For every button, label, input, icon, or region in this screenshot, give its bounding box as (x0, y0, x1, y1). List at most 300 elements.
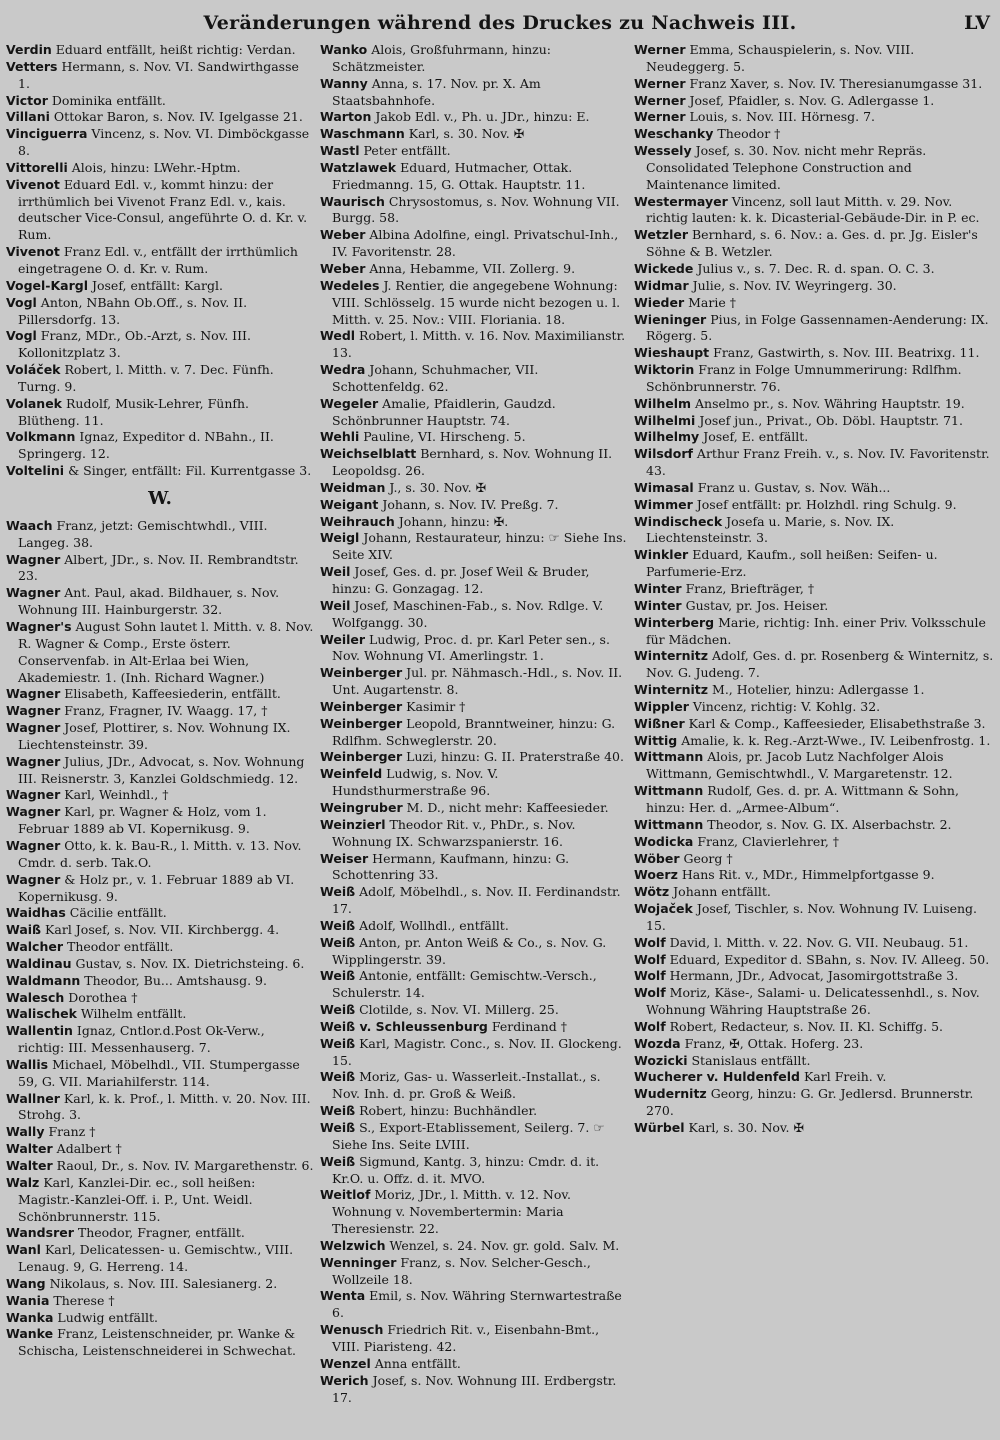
entry-name: Weil (320, 597, 351, 613)
entry-text: Anna, s. 17. Nov. pr. X. Am Staatsbahnhofe. (332, 75, 541, 108)
entry-text: Eduard Edl. v., kommt hinzu: der irrthümlich bei Vivenot Franz Edl. v., kais. deutscher Vice-Consul, angeführte O. d. Kr. v. Rum. (18, 176, 308, 243)
entry-name: Villani (6, 109, 50, 125)
directory-entry (634, 295, 998, 312)
directory-entry (6, 1057, 314, 1091)
entry-name: Walesch (6, 989, 65, 1005)
entry-name: Wittmann (634, 816, 704, 832)
directory-entry (320, 817, 628, 851)
entry-text: Kasimir † (406, 698, 466, 714)
entry-text: Moriz, Käse-, Salami- u. Delicatessenhdl., s. Nov. Wohnung Währing Hauptstraße 26. (646, 985, 980, 1018)
entry-text: Franz, s. Nov. Selcher-Gesch., Wollzeile 18. (332, 1254, 591, 1287)
directory-entry (634, 194, 998, 228)
directory-entry (634, 699, 998, 716)
entry-text: Karl, s. 30. Nov. ✠ (408, 126, 525, 142)
entry-name: Würbel (634, 1120, 685, 1135)
directory-entry (320, 918, 628, 935)
entry-text: Josef, Maschinen-Fab., s. Nov. Rdlge. V. Wolfgangg. 30. (332, 597, 604, 630)
directory-entry (6, 109, 314, 126)
entry-text: Rudolf, Ges. d. pr. A. Wittmann & Sohn, hinzu: Her. d. „Armee-Album“. (646, 783, 959, 815)
directory-entry (6, 328, 314, 362)
directory-entry (634, 834, 998, 851)
directory-entry (320, 884, 628, 918)
entry-text: Theodor Rit. v., PhDr., s. Nov. Wohnung IX. Schwarzspanierstr. 16. (332, 816, 576, 849)
directory-entry (6, 177, 314, 244)
entry-text: Franz, Fragner, IV. Waagg. 17, † (64, 703, 268, 719)
entry-text: Josef, Ges. d. pr. Josef Weil & Bruder, hinzu: G. Gonzagag. 12. (332, 564, 590, 596)
entry-name: Waiß (6, 922, 42, 938)
directory-entry (634, 968, 998, 985)
directory-entry (320, 109, 628, 126)
entry-name: Winkler (634, 547, 689, 563)
entry-name: Wagner (6, 804, 61, 820)
entry-name: Werner (634, 109, 686, 125)
directory-entry (634, 312, 998, 346)
directory-entry (634, 581, 998, 598)
entry-text: Elisabeth, Kaffeesiederin, entfällt. (64, 686, 281, 702)
entry-text: Emma, Schauspielerin, s. Nov. VIII. Neudeggerg. 5. (646, 42, 915, 74)
entry-name: Wimasal (634, 479, 694, 495)
entry-text: Clotilde, s. Nov. VI. Millerg. 25. (359, 1002, 559, 1018)
entry-name: Wittmann (634, 749, 704, 765)
directory-entry (6, 703, 314, 720)
entry-text: Adolf, Ges. d. pr. Rosenberg & Winternitz, s. Nov. G. Judeng. 7. (646, 648, 994, 681)
entry-name: Wickede (634, 260, 694, 276)
directory-entry (320, 362, 628, 396)
directory-entry (6, 872, 314, 906)
entry-name: Wagner (6, 551, 61, 567)
entry-name: Waidhas (6, 905, 66, 921)
entry-name: Weiß (320, 968, 356, 984)
entry-name: Weiß (320, 1035, 356, 1051)
directory-entry (634, 143, 998, 194)
entry-name: Weinzierl (320, 816, 386, 832)
directory-entry (6, 1242, 314, 1276)
entry-name: Wallner (6, 1090, 60, 1106)
entry-text: Josef, E. entfällt. (703, 429, 809, 445)
directory-entry (320, 160, 628, 194)
directory-entry (634, 733, 998, 750)
entry-name: Waldmann (6, 972, 81, 988)
directory-entry (634, 1019, 998, 1036)
entry-text: Adolf, Wollhdl., entfällt. (359, 917, 509, 933)
entry-name: Weinberger (320, 698, 403, 714)
entry-name: Wanka (6, 1309, 54, 1325)
directory-entry (6, 686, 314, 703)
entry-name: Wittig (634, 732, 678, 748)
directory-entry (6, 939, 314, 956)
entry-name: Warton (320, 109, 372, 125)
entry-text: J. Rentier, die angegebene Wohnung: VIII. Schlösselg. 15 wurde nicht bezogen u. l. Mitth. v. 25. Nov.: VIII. Floriania. 18. (332, 277, 621, 327)
directory-entry (320, 396, 628, 430)
directory-entry (634, 480, 998, 497)
entry-text: Anton, pr. Anton Weiß & Co., s. Nov. G. Wipplingerstr. 39. (332, 934, 607, 967)
entry-name: Wagner (6, 585, 61, 601)
directory-entry (6, 1326, 314, 1360)
entry-name: Weiß (320, 1002, 356, 1018)
entry-name: Weiler (320, 631, 366, 647)
entry-text: Pius, in Folge Gassennamen-Aenderung: IX. Rögerg. 5. (646, 311, 989, 344)
entry-name: Wolf (634, 968, 666, 984)
entry-name: Wippler (634, 698, 689, 714)
entry-text: M. D., nicht mehr: Kaffeesieder. (406, 799, 609, 815)
entry-text: Dorothea † (68, 989, 138, 1005)
entry-text: Hermann, s. Nov. VI. Sandwirthgasse 1. (18, 58, 299, 91)
entry-text: Chrysostomus, s. Nov. Wohnung VII. Burgg. 58. (332, 193, 620, 226)
entry-name: Weinberger (320, 749, 403, 765)
directory-entry (634, 1120, 998, 1137)
entry-text: Karl, Weinhdl., † (64, 787, 169, 803)
entry-name: Vogl (6, 294, 37, 310)
entry-name: Wieninger (634, 311, 707, 327)
page-header (6, 8, 994, 42)
entry-text: Franz, jetzt: Gemischtwhdl., VIII. Langeg. 38. (18, 517, 268, 550)
entry-name: Wötz (634, 884, 670, 900)
entry-text: August Sohn lautet l. Mitth. v. 8. Nov. R. Wagner & Comp., Erste österr. Conservenfab. in Alt-Erlaa bei Wien, Akademiestr. 1. (Inh. Richard Wagner.) (18, 619, 314, 685)
directory-entry (320, 1187, 628, 1238)
entry-text: Josef jun., Privat., Ob. Döbl. Hauptstr. 71. (699, 412, 963, 428)
entry-name: Weiser (320, 850, 369, 866)
entry-name: Weinfeld (320, 766, 383, 782)
entry-text: Nikolaus, s. Nov. III. Salesianerg. 2. (49, 1275, 278, 1291)
directory-entry (6, 720, 314, 754)
entry-name: Weber (320, 260, 366, 276)
entry-name: Weidman (320, 479, 386, 495)
entry-text: Marie † (688, 294, 736, 310)
entry-text: Raoul, Dr., s. Nov. IV. Margarethenstr. 6. (56, 1158, 314, 1173)
entry-text: Eduard, Hutmacher, Ottak. Friedmanng. 15, G. Ottak. Hauptstr. 11. (332, 159, 586, 192)
entry-text: Emil, s. Nov. Währing Sternwartestraße 6. (332, 1288, 622, 1321)
page-title: Veränderungen während des Druckes zu Nachweis III. (203, 12, 797, 34)
entry-text: Karl, Kanzlei-Dir. ec., soll heißen: Magistr.-Kanzlei-Off. i. P., Unt. Weidl. Schönbrunnerstr. 115. (18, 1174, 256, 1224)
entry-text: Robert, l. Mitth. v. 7. Dec. Fünfh. Turng. 9. (18, 362, 274, 394)
entry-text: Karl, Delicatessen- u. Gemischtw., VIII. Lenaug. 9, G. Herreng. 14. (18, 1242, 294, 1275)
directory-entry (634, 227, 998, 261)
entry-text: Franz, MDr., Ob.-Arzt, s. Nov. III. Kollonitzplatz 3. (18, 328, 251, 361)
entry-name: Waurisch (320, 193, 385, 209)
entry-name: Weiß (320, 884, 356, 900)
entry-text: David, l. Mitth. v. 22. Nov. G. VII. Neubaug. 51. (669, 934, 969, 950)
entry-text: Franz, Gastwirth, s. Nov. III. Beatrixg. 11. (713, 345, 980, 361)
directory-entry (634, 884, 998, 901)
entry-name: Weiß (320, 934, 356, 950)
entry-name: Walz (6, 1174, 40, 1190)
entry-name: Wanko (320, 42, 368, 57)
entry-text: Karl & Comp., Kaffeesieder, Elisabethstraße 3. (688, 715, 986, 731)
directory-entry (320, 1103, 628, 1120)
entry-name: Westermayer (634, 193, 728, 209)
entry-text: Moriz, Gas- u. Wasserleit.-Installat., s. Nov. Inh. d. pr. Groß & Weiß. (332, 1069, 601, 1102)
directory-entry (634, 109, 998, 126)
entry-name: Wagner (6, 871, 61, 887)
directory-entry (6, 278, 314, 295)
entry-text: Michael, Möbelhdl., VII. Stumpergasse 59, G. VII. Mariahilferstr. 114. (18, 1056, 300, 1089)
entry-text: Vincenz, s. Nov. VI. Dimböckgasse 8. (18, 126, 310, 159)
entry-name: Wolf (634, 951, 666, 967)
entry-text: Pauline, VI. Hirscheng. 5. (363, 429, 526, 445)
entry-text: Vincenz, soll laut Mitth. v. 29. Nov. richtig lauten: k. k. Dicasterial-Gebäude-Dir. in P. ec. (646, 193, 980, 226)
directory-entry (634, 648, 998, 682)
entry-name: Winternitz (634, 682, 709, 698)
entry-text: Julie, s. Nov. IV. Weyringerg. 30. (692, 277, 897, 293)
entry-name: Werner (634, 92, 686, 108)
directory-entry (6, 59, 314, 93)
entry-name: Waach (6, 517, 53, 533)
directory-entry (6, 1006, 314, 1023)
entry-text: Josefa u. Marie, s. Nov. IX. Liechtensteinstr. 3. (646, 513, 895, 546)
directory-entry (634, 93, 998, 110)
directory-entry (320, 227, 628, 261)
entry-text: Josef, Tischler, s. Nov. Wohnung IV. Luiseng. 15. (646, 901, 978, 933)
entry-text: Franz in Folge Umnummerirung: Rdlfhm. Schönbrunnerstr. 76. (646, 362, 962, 394)
entry-text: Ferdinand † (491, 1018, 567, 1034)
directory-entry (634, 413, 998, 430)
entry-text: Georg † (683, 850, 733, 866)
entry-name: Wolf (634, 985, 666, 1001)
entry-name: Wozicki (634, 1052, 688, 1068)
entry-text: Franz u. Gustav, s. Nov. Wäh... (697, 479, 891, 495)
entry-text: Sigmund, Kantg. 3, hinzu: Cmdr. d. it. Kr.O. u. Offz. d. it. MVO. (332, 1153, 600, 1186)
entry-name: Wally (6, 1124, 45, 1140)
entry-text: Antonie, entfällt: Gemischtw.-Versch., Schulerstr. 14. (332, 968, 597, 1001)
entry-name: Wedl (320, 328, 356, 344)
entry-text: Franz, Briefträger, † (685, 581, 815, 596)
entry-text: Karl Josef, s. Nov. VII. Kirchbergg. 4. (45, 922, 280, 938)
directory-entry (320, 1002, 628, 1019)
directory-entry (320, 632, 628, 666)
directory-entry (634, 682, 998, 699)
entry-name: Wagner (6, 837, 61, 853)
entry-name: Winter (634, 597, 682, 613)
entry-name: Wilsdorf (634, 446, 693, 462)
entry-name: Weiß (320, 1120, 356, 1135)
entry-name: Weiß (320, 1069, 356, 1085)
entry-text: Adalbert † (56, 1141, 122, 1157)
entry-text: Johann, Restaurateur, hinzu: ☞ Siehe Ins. Seite XIV. (332, 530, 627, 563)
entry-name: Weiß (320, 1153, 356, 1169)
directory-entry (634, 1069, 998, 1086)
entry-text: Franz Edl. v., entfällt der irrthümlich eingetragene O. d. Kr. v. Rum. (18, 244, 298, 276)
entry-name: Wallis (6, 1056, 49, 1072)
directory-entry (634, 1053, 998, 1070)
directory-entry (6, 1276, 314, 1293)
entry-text: J., s. 30. Nov. ✠ (389, 479, 487, 495)
entry-text: Albina Adolfine, eingl. Privatschul-Inh., IV. Favoritenstr. 28. (332, 227, 619, 260)
directory-entry (320, 278, 628, 329)
directory-entry (320, 851, 628, 885)
entry-name: Walter (6, 1158, 53, 1173)
directory-entry (320, 749, 628, 766)
entry-text: Anna, Hebamme, VII. Zollerg. 9. (369, 260, 576, 276)
directory-entry (320, 1238, 628, 1255)
entry-name: Winternitz (634, 648, 709, 664)
entry-text: Eduard entfällt, heißt richtig: Verdan. (55, 42, 296, 57)
directory-entry (6, 1293, 314, 1310)
entry-text: Jul. pr. Nähmasch.-Hdl., s. Nov. II. Unt. Augartenstr. 8. (332, 665, 623, 698)
directory-entry (320, 480, 628, 497)
entry-name: Werner (634, 75, 686, 91)
entry-text: & Singer, entfällt: Fil. Kurrentgasse 3. (68, 463, 312, 479)
entry-text: Karl, k. k. Prof., l. Mitth. v. 20. Nov. III. Strohg. 3. (18, 1090, 311, 1123)
entry-text: Arthur Franz Freih. v., s. Nov. IV. Favoritenstr. 43. (646, 446, 990, 479)
entry-name: Wilhelmi (634, 412, 696, 428)
entry-name: Weihrauch (320, 513, 395, 529)
directory-entry (320, 598, 628, 632)
directory-entry (6, 429, 314, 463)
directory-entry (320, 935, 628, 969)
directory-entry (320, 429, 628, 446)
entry-text: Johann, s. Nov. IV. Preßg. 7. (382, 496, 559, 512)
entry-text: Ludwig, s. Nov. V. Hundsthurmerstraße 96. (332, 766, 499, 799)
entry-name: Wimmer (634, 496, 693, 512)
entry-name: Vinciguerra (6, 126, 88, 142)
entry-text: Julius v., s. 7. Dec. R. d. span. O. C. 3. (697, 260, 935, 276)
entry-text: Bernhard, s. Nov. Wohnung II. Leopoldsg. 26. (332, 446, 613, 479)
entry-text: Anselmo pr., s. Nov. Währing Hauptstr. 19. (695, 395, 965, 411)
directory-entry (6, 463, 314, 480)
directory-entry (634, 497, 998, 514)
directory-entry (6, 396, 314, 430)
entry-text: Eduard, Expeditor d. SBahn, s. Nov. IV. Alleeg. 50. (669, 951, 990, 967)
entry-text: Alois, Großfuhrmann, hinzu: Schätzmeister. (332, 42, 551, 74)
directory-entry (634, 935, 998, 952)
entry-name: Werner (634, 42, 686, 57)
section-letter: W. (148, 487, 172, 509)
directory-entry (634, 514, 998, 548)
directory-entry (634, 1086, 998, 1120)
entry-name: Walcher (6, 939, 64, 955)
entry-text: Karl, Magistr. Conc., s. Nov. II. Glockeng. 15. (332, 1035, 622, 1068)
directory-entry (6, 93, 314, 110)
entry-text: Johann entfällt. (673, 884, 771, 900)
directory-entry (6, 160, 314, 177)
directory-entry (320, 446, 628, 480)
entry-text: Alois, pr. Jacob Lutz Nachfolger Alois Wittmann, Gemischtwhdl., V. Margaretenstr. 12. (646, 749, 953, 782)
entry-text: Rudolf, Musik-Lehrer, Fünfh. Blütheng. 11. (18, 395, 250, 428)
entry-name: Weinberger (320, 715, 403, 731)
entry-text: Alois, hinzu: LWehr.-Hptm. (71, 159, 241, 175)
directory-entry (320, 1255, 628, 1289)
directory-entry (634, 749, 998, 783)
entry-name: Wudernitz (634, 1086, 707, 1102)
entry-name: Wenninger (320, 1254, 397, 1270)
directory-entry (320, 1288, 628, 1322)
column-left (6, 42, 314, 1406)
directory-entry (634, 615, 998, 649)
directory-entry (6, 518, 314, 552)
directory-entry (634, 42, 998, 76)
entry-name: Wania (6, 1292, 50, 1308)
columns (6, 42, 994, 1406)
directory-entry (634, 76, 998, 93)
page-number: LV (964, 12, 990, 34)
entry-text: Hermann, JDr., Advocat, Jasomirgottstraße 3. (669, 968, 959, 984)
directory-entry (320, 514, 628, 531)
directory-entry (320, 497, 628, 514)
directory-entry (320, 699, 628, 716)
directory-entry (320, 1069, 628, 1103)
directory-entry (320, 1019, 628, 1036)
entry-text: Franz, ✠, Ottak. Hoferg. 23. (684, 1035, 864, 1051)
directory-entry (320, 143, 628, 160)
entry-text: Ottokar Baron, s. Nov. IV. Igelgasse 21. (53, 109, 303, 125)
entry-text: S., Export-Etablissement, Seilerg. 7. ☞ Siehe Ins. Seite LVIII. (332, 1120, 605, 1152)
entry-name: Vogl (6, 328, 37, 344)
entry-text: Gustav, pr. Jos. Heiser. (685, 597, 829, 613)
directory-entry (320, 1154, 628, 1188)
entry-name: Weingruber (320, 799, 403, 815)
entry-text: Julius, JDr., Advocat, s. Nov. Wohnung III. Reisnerstr. 3, Kanzlei Goldschmiedg. 12. (18, 753, 305, 786)
entry-name: Weitlof (320, 1187, 371, 1203)
directory-entry (6, 619, 314, 686)
entry-name: Wallentin (6, 1023, 73, 1039)
entry-text: Ignaz, Expeditor d. NBahn., II. Springerg. 12. (18, 429, 274, 462)
entry-name: Volkmann (6, 429, 76, 445)
entry-name: Wucherer v. Huldenfeld (634, 1069, 800, 1085)
directory-entry (6, 1141, 314, 1158)
directory-entry (320, 766, 628, 800)
entry-text: Gustav, s. Nov. IX. Dietrichsteing. 6. (75, 955, 305, 971)
entry-name: Weschanky (634, 126, 714, 142)
entry-name: Wedeles (320, 277, 380, 293)
entry-name: Weinberger (320, 665, 403, 681)
directory-entry (634, 261, 998, 278)
directory-entry (634, 851, 998, 868)
directory-entry (6, 1124, 314, 1141)
directory-entry (634, 547, 998, 581)
entry-text: Theodor, Bu... Amtshausg. 9. (84, 972, 267, 988)
directory-entry (6, 973, 314, 990)
entry-text: Theodor, s. Nov. G. IX. Alserbachstr. 2. (707, 816, 952, 832)
entry-name: Wolf (634, 1018, 666, 1034)
directory-entry (6, 1158, 314, 1175)
entry-text: Therese † (53, 1292, 115, 1308)
directory-entry (320, 665, 628, 699)
entry-text: Franz, Leistenschneider, pr. Wanke & Schischa, Leistenschneiderei in Schwechat. (18, 1326, 296, 1359)
directory-entry (6, 42, 314, 59)
entry-text: Ignaz, Cntlor.d.Post Ok-Verw., richtig: III. Messenhauserg. 7. (18, 1023, 265, 1056)
entry-name: Wanke (6, 1326, 54, 1342)
directory-entry (320, 1373, 628, 1407)
directory-entry (634, 716, 998, 733)
directory-entry (6, 922, 314, 939)
entry-name: Weber (320, 227, 366, 243)
entry-name: Winter (634, 581, 682, 596)
entry-text: Josef, entfällt: Kargl. (91, 277, 223, 293)
directory-entry (634, 126, 998, 143)
entry-name: Wang (6, 1275, 46, 1291)
directory-entry (320, 261, 628, 278)
entry-name: Werich (320, 1372, 369, 1388)
entry-text: Moriz, JDr., l. Mitth. v. 12. Nov. Wohnung v. Novembertermin: Maria Theresienstr. 22. (332, 1187, 571, 1237)
entry-text: Karl Freih. v. (803, 1069, 887, 1085)
entry-text: Marie, richtig: Inh. einer Priv. Volksschule für Mädchen. (646, 614, 986, 647)
entry-text: Otto, k. k. Bau-R., l. Mitth. v. 13. Nov. Cmdr. d. serb. Tak.O. (18, 837, 302, 870)
entry-name: Wessely (634, 143, 692, 159)
entry-name: Widmar (634, 277, 689, 293)
directory-entry (320, 800, 628, 817)
directory-entry (6, 552, 314, 586)
directory-entry (634, 396, 998, 413)
entry-text: Josef, Pfaidler, s. Nov. G. Adlergasse 1. (689, 92, 935, 108)
entry-text: Hermann, Kaufmann, hinzu: G. Schottenring 33. (332, 850, 570, 883)
entry-name: Wieder (634, 294, 685, 310)
entry-name: Waldinau (6, 955, 72, 971)
entry-name: Weil (320, 564, 351, 580)
directory-entry (634, 345, 998, 362)
directory-entry (6, 838, 314, 872)
entry-text: Theodor entfällt. (67, 939, 174, 955)
entry-name: Wetzler (634, 227, 688, 243)
